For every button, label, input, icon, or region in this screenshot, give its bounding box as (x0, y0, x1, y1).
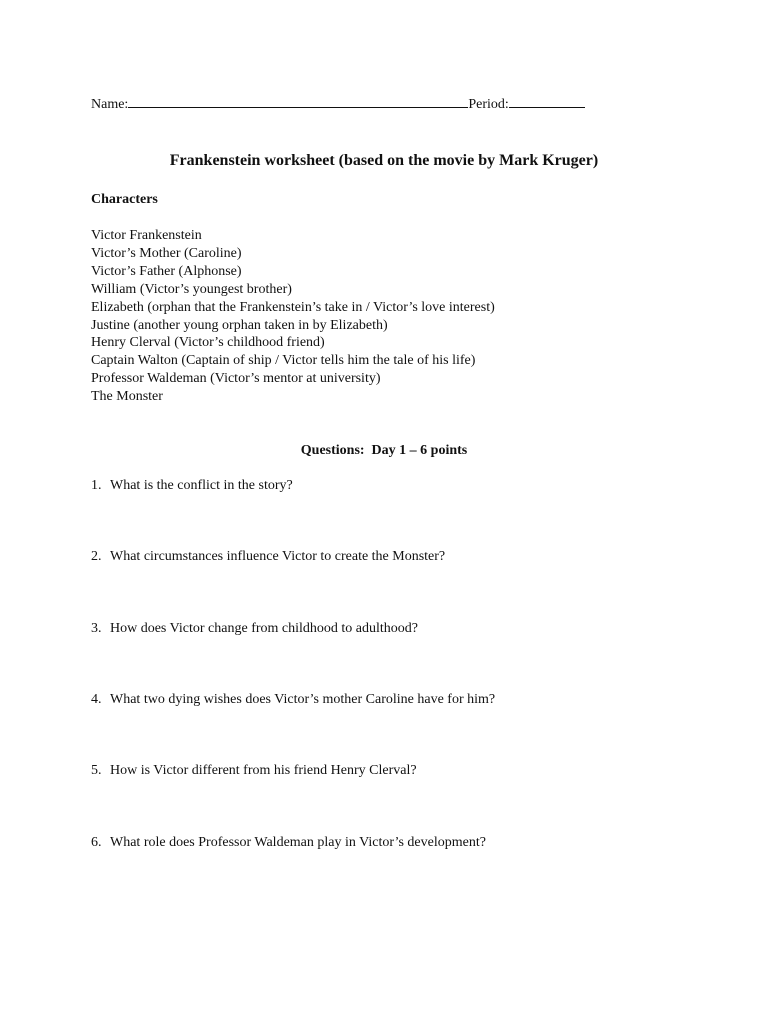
question-text: What is the conflict in the story? (110, 478, 293, 493)
question-text: What two dying wishes does Victor’s mother Caroline have for him? (110, 692, 496, 707)
list-item: Victor’s Mother (Caroline) (91, 245, 242, 261)
list-item: Professor Waldeman (Victor’s mentor at university) (91, 371, 381, 387)
question-text: How is Victor different from his friend Henry Clerval? (110, 763, 417, 778)
question-item (91, 691, 495, 709)
list-item: Victor Frankenstein (91, 228, 202, 243)
question-number: 1. (91, 478, 102, 493)
question-text: What role does Professor Waldeman play in Victor’s development? (110, 835, 486, 850)
questions-heading (0, 442, 768, 460)
name-label: Name: (91, 97, 129, 112)
question-item (91, 762, 417, 780)
question-text: What circumstances influence Victor to create the Monster? (110, 549, 446, 564)
question-number: 6. (91, 835, 102, 850)
question-item (91, 834, 486, 852)
question-item (91, 477, 293, 495)
name-period-line (91, 94, 585, 114)
questions-heading-text: Questions: Day 1 – 6 points (300, 443, 468, 458)
period-blank (509, 94, 585, 108)
list-item: Victor’s Father (Alphonse) (91, 263, 242, 279)
list-item: Henry Clerval (Victor’s childhood friend) (91, 335, 325, 351)
worksheet-title (0, 151, 768, 171)
list-item: Justine (another young orphan taken in by Elizabeth) (91, 317, 388, 333)
characters-heading: Characters (91, 192, 158, 207)
question-item (91, 548, 445, 566)
list-item: The Monster (91, 389, 163, 405)
worksheet-title-text: Frankenstein worksheet (based on the movie by Mark Kruger) (169, 152, 599, 169)
list-item: Elizabeth (orphan that the Frankenstein’s take in / Victor’s love interest) (91, 299, 495, 315)
list-item: William (Victor’s youngest brother) (91, 281, 292, 297)
question-number: 4. (91, 692, 102, 707)
characters-list (91, 227, 495, 406)
question-number: 5. (91, 763, 102, 778)
question-number: 2. (91, 549, 102, 564)
question-item (91, 620, 418, 638)
question-text: How does Victor change from childhood to adulthood? (110, 621, 418, 636)
list-item: Captain Walton (Captain of ship / Victor tells him the tale of his life) (91, 353, 476, 369)
name-blank (128, 94, 468, 108)
question-number: 3. (91, 621, 102, 636)
period-label: Period: (468, 97, 509, 112)
